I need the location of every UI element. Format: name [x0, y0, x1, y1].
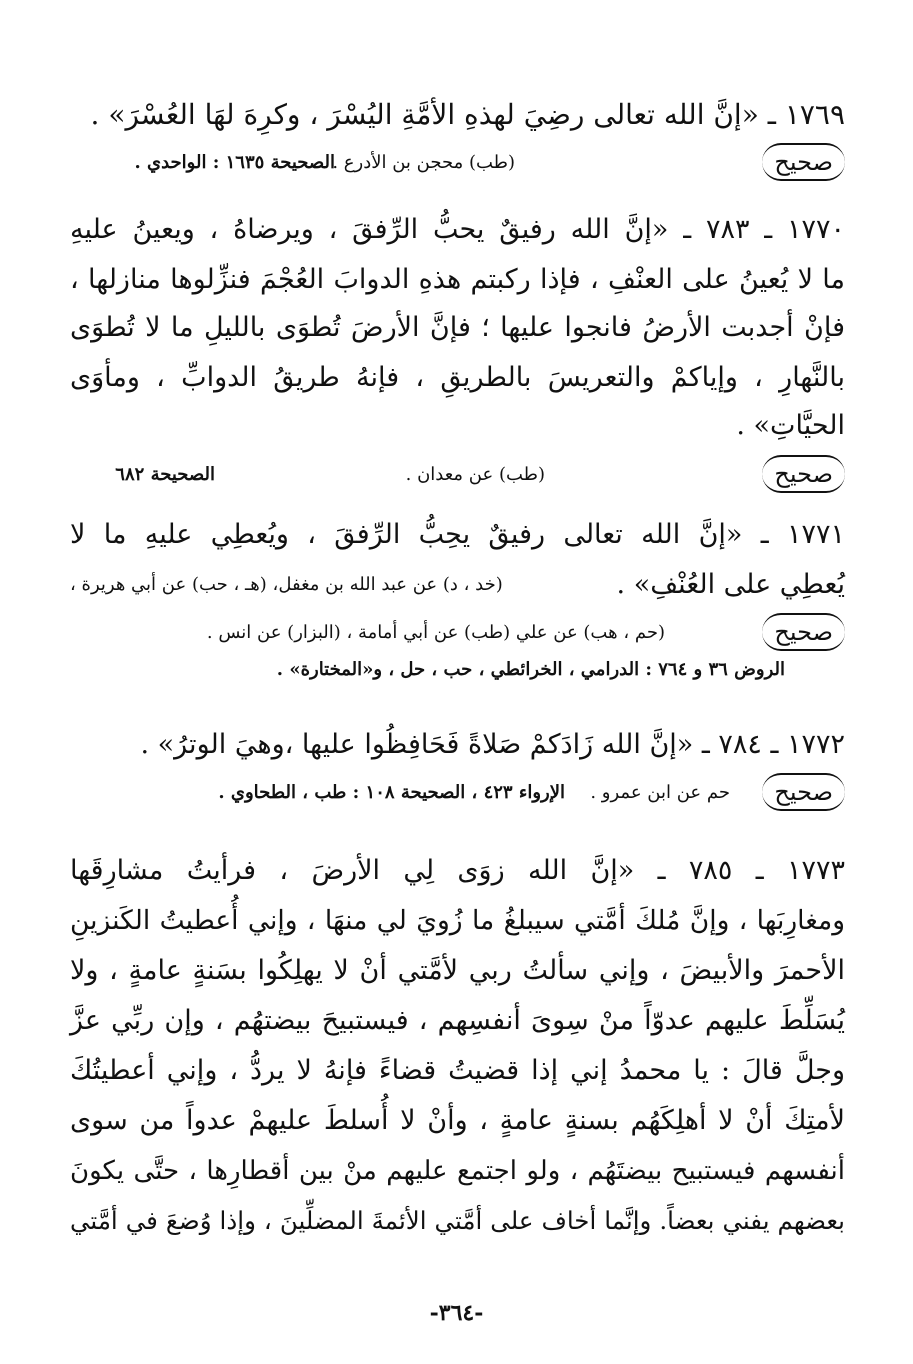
reference-text: الروض ٣٦ و ٧٦٤ : الدرامي ، الخرائطي ، حب ، حل ، و«المختارة» .	[276, 659, 785, 680]
hadith-text-line: وجلَّ قالَ : يا محمدُ إني إذا قضيتُ قضاءً فإنهُ لا يردُّ ، وإني أعطيتُكَ	[70, 1055, 845, 1086]
reference-text: الإرواء ٤٢٣ ، الصحيحة ١٠٨ : طب ، الطحاوي .	[218, 782, 565, 803]
grade-row	[70, 143, 845, 183]
hadith-text-line: الحيَّاتِ» .	[736, 410, 845, 441]
source-text: (طب) محجن بن الأدرع .	[332, 152, 515, 173]
reference-text: الصحيحة ١٦٣٥ : الواحدي .	[134, 152, 335, 173]
grade-badge: صحيح	[762, 773, 845, 811]
hadith-text-line: الأحمرَ والأبيضَ ، وإني سألتُ ربي لأمَّتي أنْ لا يهلِكُوا بسَنةٍ عامةٍ ، ولا	[70, 955, 845, 986]
grade-row	[70, 613, 845, 653]
hadith-text-line: ١٧٧١ ـ «إنَّ الله تعالى رفيقٌ يحِبُّ الرِّفقَ ، ويُعطِي عليهِ ما لا	[70, 519, 845, 550]
hadith-text-line: ومغارِبَها ، وإنَّ مُلكَ أمَّتي سيبلغُ ما زُويَ لي منهَا ، وإني أُعطيتُ الكَنزينِ	[70, 905, 845, 936]
grade-badge: صحيح	[762, 613, 845, 651]
grade-row	[70, 773, 845, 813]
hadith-text-line: ما لا يُعينُ على العنْفِ ، فإذا ركبتم هذهِ الدوابَ العُجْمَ فنزِّلوها منازلها ،	[70, 264, 845, 295]
grade-badge: صحيح	[762, 455, 845, 493]
hadith-text-line: ١٧٧٠ ـ ٧٨٣ ـ «إنَّ الله رفيقٌ يحبُّ الرِّفقَ ، ويرضاهُ ، ويعينُ عليهِ	[70, 214, 845, 245]
hadith-text-line: ١٧٧٢ ـ ٧٨٤ ـ «إنَّ الله زَادَكمْ صَلاةً فَحَافِظُوا عليها ،وهيَ الوترُ» .	[140, 729, 845, 760]
hadith-text-line: أنفسهم فيستبيح بيضتَهُم ، ولو اجتمع عليهم منْ بين أقطارِها ، حتَّى يكونَ	[70, 1156, 845, 1186]
hadith-line-mixed	[70, 565, 845, 605]
source-text: (حم ، هب) عن علي (طب) عن أبي أمامة ، (البزار) عن انس .	[206, 622, 665, 643]
reference-text: الصحيحة ٦٨٢	[115, 464, 215, 485]
source-text: حم عن ابن عمرو .	[590, 782, 730, 803]
grade-badge: صحيح	[762, 143, 845, 181]
hadith-text-line: بعضهم يفني بعضاً. وإنَّما أخاف على أمَّتي الأئمةَ المضلِّينَ ، وإذا وُضعَ في أمَّتي	[70, 1206, 845, 1235]
document-page	[70, 85, 845, 1335]
grade-row	[70, 455, 845, 495]
hadith-text-line: فإنْ أجدبت الأرضُ فانجوا عليها ؛ فإنَّ الأرضَ تُطوَى بالليلِ ما لا تُطوَى	[70, 312, 845, 343]
hadith-text-line: بالنَّهارِ ، وإياكمْ والتعريسَ بالطريقِ ، فإنهُ طريقُ الدوابِّ ، ومأوَى	[70, 362, 845, 393]
page-number: -٣٦٤-	[429, 1300, 484, 1326]
hadith-text-line: لأمتِكَ أنْ لا أهلِكَهُم بسنةٍ عامةٍ ، وأنْ لا أُسلطَ عليهمْ عدواً من سوى	[70, 1105, 845, 1136]
hadith-text-end: يُعطِي على العُنْفِ» .	[616, 569, 845, 600]
hadith-text-line: يُسَلِّطَ عليهم عدوّاً منْ سِوىَ أنفسِهم ، فيستبيحَ بيضتهُم ، وإن ربِّي عزَّ	[70, 1005, 845, 1036]
source-text: (طب) عن معدان .	[405, 464, 545, 485]
hadith-text-line: ١٧٧٣ ـ ٧٨٥ ـ «إنَّ الله زوَى لِي الأرضَ ، فرأيتُ مشارِقَها	[70, 855, 846, 886]
source-text: (خد ، د) عن عبد الله بن مغفل، (هـ ، حب) عن أبي هريرة ،	[70, 574, 503, 595]
hadith-text-line: ١٧٦٩ ـ «إنَّ الله تعالى رضِيَ لهذهِ الأمَّةِ اليُسْرَ ، وكرِهَ لهَا العُسْرَ» .	[90, 98, 845, 131]
